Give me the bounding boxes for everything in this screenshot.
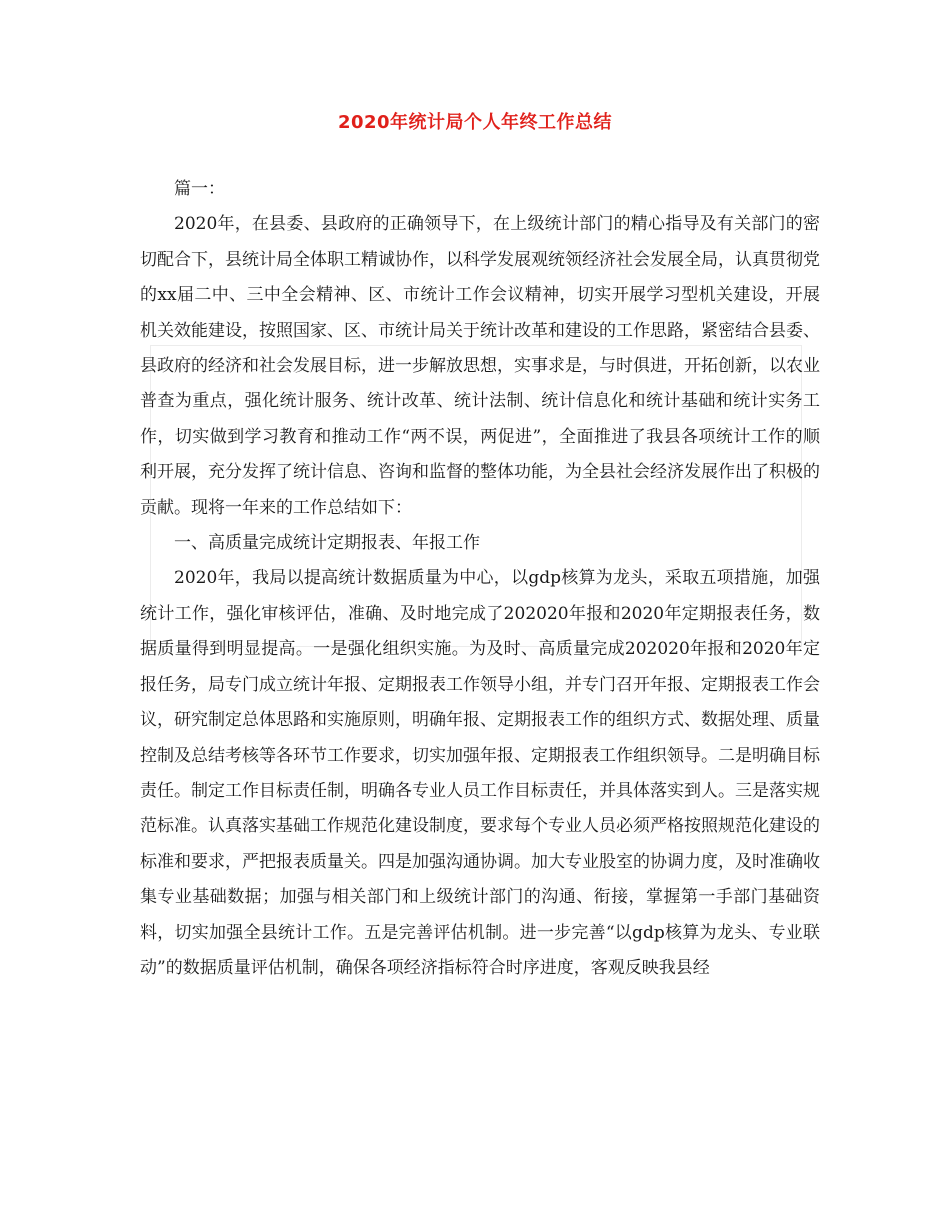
document-title: 2020年统计局个人年终工作总结 bbox=[337, 112, 613, 133]
section-label: 篇一： bbox=[174, 179, 225, 199]
paragraph-section-1: 2020年，我局以提高统计数据质量为中心，以gdp核算为龙头，采取五项措施，加强统计工作，强化审核评估，准确、及时地完成了202020年报和2020年定期报表任务，数据质量得到明显提高。一是强化组织实施。为及时、高质量完成202020年报和2020年定报任务，局专门成立统计年报、定期报表工作领导小组，并专门召开年报、定期报表工作会议，研究制定总体思路和实施原则，明确年报、定期报表工作的组织方式、数据处理、质量控制及总结考核等各环节工作要求，切实加强年报、定期报表工作组织领导。二是明确目标责任。制定工作目标责任制，明确各专业人员工作目标责任，并具体落实到人。三是落实规范标准。认真落实基础工作规范化建设制度，要求每个专业人员必须严格按照规范化建设的标准和要求，严把报表质量关。四是加强沟通协调。加大专业股室的协调力度，及时准确收集专业基础数据；加强与相关部门和上级统计部门的沟通、衔接，掌握第一手部门基础资料，切实加强全县统计工作。五是完善评估机制。进一步完善“以gdp核算为龙头、专业联动”的数据质量评估机制，确保各项经济指标符合时序进度，客观反映我县经 bbox=[140, 568, 820, 978]
document-body bbox=[140, 172, 820, 986]
paragraph-intro: 2020年，在县委、县政府的正确领导下，在上级统计部门的精心指导及有关部门的密切配合下，县统计局全体职工精诚协作，以科学发展观统领经济社会发展全局，认真贯彻党的xx届二中、三中全会精神、区、市统计工作会议精神，切实开展学习型机关建设，开展机关效能建设，按照国家、区、市统计局关于统计改革和建设的工作思路，紧密结合县委、县政府的经济和社会发展目标，进一步解放思想，实事求是，与时俱进，开拓创新，以农业普查为重点，强化统计服务、统计改革、统计法制、统计信息化和统计基础和统计实务工作，切实做到学习教育和推动工作“两不误，两促进”，全面推进了我县各项统计工作的顺利开展，充分发挥了统计信息、咨询和监督的整体功能，为全县社会经济发展作出了积极的贡献。现将一年来的工作总结如下： bbox=[140, 214, 820, 518]
section-heading-1: 一、高质量完成统计定期报表、年报工作 bbox=[174, 533, 480, 554]
